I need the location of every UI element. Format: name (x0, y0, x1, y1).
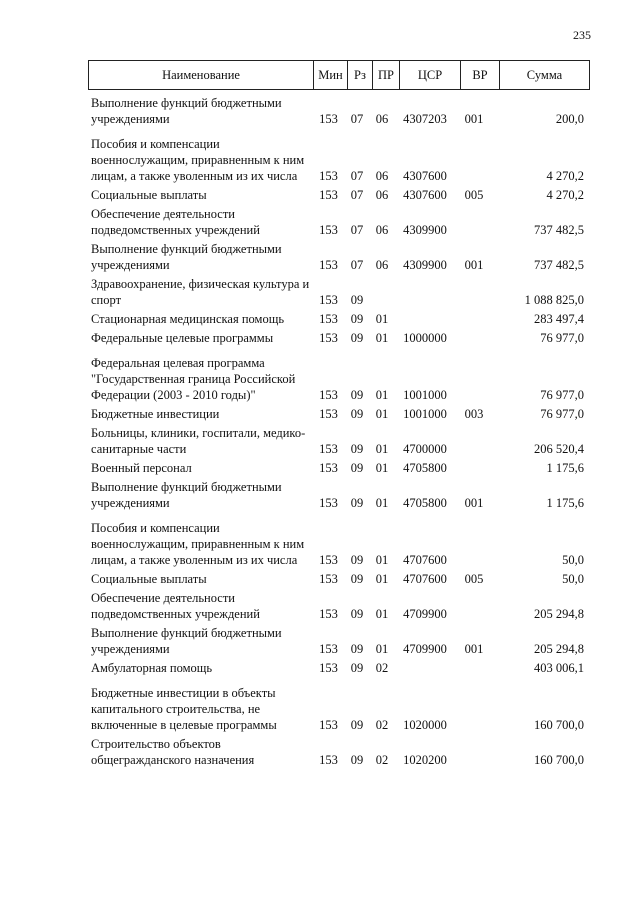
cell-csr: 4309900 (403, 258, 447, 272)
cell-sum: 1 088 825,0 (524, 293, 584, 307)
cell-min: 153 (319, 112, 338, 126)
cell-pr: 06 (375, 223, 389, 237)
cell-csr: 4709900 (403, 642, 447, 656)
cell-min: 153 (319, 718, 338, 732)
cell-name: Социальные выплаты (91, 572, 207, 586)
cell-rz: 09 (350, 607, 364, 621)
cell-name: Обеспечение деятельности подведомственных учреждений (91, 591, 260, 621)
table-row (88, 460, 598, 476)
cell-min: 153 (319, 607, 338, 621)
cell-rz: 07 (350, 258, 364, 272)
header-rz: Рз (348, 61, 373, 90)
cell-name: Строительство объектов общегражданского назначения (91, 737, 255, 767)
cell-name: Амбулаторная помощь (91, 661, 213, 675)
cell-pr: 06 (375, 112, 389, 126)
table-row (88, 406, 598, 422)
cell-pr: 01 (375, 642, 389, 656)
cell-min: 153 (319, 188, 338, 202)
table-row (88, 425, 598, 457)
table-body (88, 95, 598, 771)
cell-sum: 403 006,1 (534, 661, 584, 675)
table-row (88, 276, 598, 308)
table-row (88, 311, 598, 327)
cell-csr: 4700000 (403, 442, 447, 456)
cell-sum: 50,0 (562, 553, 584, 567)
cell-csr: 1000000 (403, 331, 447, 345)
cell-csr: 4307203 (403, 112, 447, 126)
cell-pr: 01 (375, 388, 389, 402)
cell-sum: 160 700,0 (534, 718, 584, 732)
table-row (88, 660, 598, 676)
header-vr: ВР (461, 61, 500, 90)
cell-min: 153 (319, 496, 338, 510)
table-row (88, 520, 598, 568)
cell-sum: 50,0 (562, 572, 584, 586)
table-row (88, 736, 598, 768)
cell-min: 153 (319, 753, 338, 767)
table-header (88, 60, 590, 90)
cell-min: 153 (319, 258, 338, 272)
cell-rz: 09 (350, 442, 364, 456)
cell-csr: 4307600 (403, 188, 447, 202)
cell-min: 153 (319, 293, 338, 307)
cell-rz: 09 (350, 407, 364, 421)
cell-csr: 4705800 (403, 461, 447, 475)
cell-sum: 76 977,0 (540, 388, 584, 402)
cell-name: Военный персонал (91, 461, 192, 475)
cell-sum: 76 977,0 (540, 407, 584, 421)
header-min: Мин (314, 61, 348, 90)
cell-name: Бюджетные инвестиции в объекты капитального строительства, не включенные в целевые программы (91, 686, 277, 732)
cell-sum: 160 700,0 (534, 753, 584, 767)
cell-csr: 4307600 (403, 169, 447, 183)
cell-pr: 06 (375, 188, 389, 202)
cell-pr: 01 (375, 553, 389, 567)
cell-pr: 06 (375, 258, 389, 272)
header-sum: Сумма (500, 61, 590, 90)
cell-pr: 01 (375, 407, 389, 421)
cell-min: 153 (319, 331, 338, 345)
cell-name: Выполнение функций бюджетными учреждениями (91, 480, 282, 510)
cell-rz: 09 (350, 461, 364, 475)
cell-pr: 02 (375, 661, 389, 675)
cell-csr: 1020200 (403, 753, 447, 767)
cell-name: Федеральная целевая программа "Государственная граница Российской Федерации (2003 - 2010 годы)" (91, 356, 296, 402)
cell-pr: 06 (375, 169, 389, 183)
cell-name: Обеспечение деятельности подведомственных учреждений (91, 207, 260, 237)
cell-pr: 01 (375, 442, 389, 456)
cell-rz: 07 (350, 188, 364, 202)
table-row (88, 571, 598, 587)
cell-rz: 09 (350, 553, 364, 567)
table-row (88, 187, 598, 203)
cell-min: 153 (319, 169, 338, 183)
cell-min: 153 (319, 661, 338, 675)
cell-pr: 01 (375, 312, 389, 326)
cell-vr: 001 (464, 112, 484, 126)
cell-vr: 003 (464, 407, 484, 421)
cell-name: Выполнение функций бюджетными учреждениями (91, 626, 282, 656)
cell-rz: 09 (350, 753, 364, 767)
cell-sum: 76 977,0 (540, 331, 584, 345)
cell-pr: 01 (375, 572, 389, 586)
cell-name: Выполнение функций бюджетными учреждениями (91, 242, 282, 272)
cell-min: 153 (319, 407, 338, 421)
cell-vr: 001 (464, 258, 484, 272)
cell-csr: 4707600 (403, 553, 447, 567)
cell-min: 153 (319, 442, 338, 456)
cell-name: Социальные выплаты (91, 188, 207, 202)
cell-vr: 005 (464, 572, 484, 586)
cell-sum: 737 482,5 (534, 258, 584, 272)
header-name: Наименование (89, 61, 314, 90)
table-row (88, 479, 598, 511)
table-row (88, 330, 598, 346)
cell-vr: 001 (464, 642, 484, 656)
cell-name: Больницы, клиники, госпитали, медико-санитарные части (91, 426, 306, 456)
cell-sum: 205 294,8 (534, 642, 584, 656)
table-row (88, 590, 598, 622)
cell-csr: 4709900 (403, 607, 447, 621)
cell-sum: 4 270,2 (546, 188, 584, 202)
cell-pr: 01 (375, 461, 389, 475)
header-pr: ПР (373, 61, 400, 90)
cell-min: 153 (319, 553, 338, 567)
cell-sum: 205 294,8 (534, 607, 584, 621)
cell-rz: 09 (350, 388, 364, 402)
cell-csr: 1001000 (403, 407, 447, 421)
cell-rz: 09 (350, 661, 364, 675)
cell-csr: 4705800 (403, 496, 447, 510)
cell-name: Бюджетные инвестиции (91, 407, 220, 421)
table-row (88, 95, 598, 127)
cell-name: Стационарная медицинская помощь (91, 312, 285, 326)
cell-rz: 07 (350, 223, 364, 237)
cell-min: 153 (319, 223, 338, 237)
cell-min: 153 (319, 312, 338, 326)
table-row (88, 355, 598, 403)
page-number: 235 (573, 28, 591, 42)
cell-sum: 206 520,4 (534, 442, 584, 456)
cell-min: 153 (319, 572, 338, 586)
cell-pr: 02 (375, 718, 389, 732)
cell-csr: 4707600 (403, 572, 447, 586)
cell-sum: 200,0 (555, 112, 584, 126)
cell-sum: 737 482,5 (534, 223, 584, 237)
cell-sum: 1 175,6 (546, 496, 584, 510)
table-row (88, 625, 598, 657)
cell-name: Выполнение функций бюджетными учреждениями (91, 96, 282, 126)
cell-pr: 02 (375, 753, 389, 767)
table-row (88, 685, 598, 733)
header-csr: ЦСР (400, 61, 461, 90)
cell-rz: 09 (350, 572, 364, 586)
cell-csr: 4309900 (403, 223, 447, 237)
cell-rz: 09 (350, 293, 364, 307)
cell-vr: 001 (464, 496, 484, 510)
cell-name: Пособия и компенсации военнослужащим, приравненным к ним лицам, а также уволенным из их числа (91, 521, 305, 567)
cell-pr: 01 (375, 607, 389, 621)
cell-sum: 1 175,6 (546, 461, 584, 475)
cell-rz: 09 (350, 496, 364, 510)
cell-rz: 07 (350, 169, 364, 183)
cell-pr: 01 (375, 331, 389, 345)
cell-rz: 09 (350, 312, 364, 326)
table-row (88, 136, 598, 184)
cell-sum: 283 497,4 (534, 312, 584, 326)
cell-sum: 4 270,2 (546, 169, 584, 183)
cell-csr: 1020000 (403, 718, 447, 732)
cell-rz: 09 (350, 718, 364, 732)
cell-vr: 005 (464, 188, 484, 202)
cell-csr: 1001000 (403, 388, 447, 402)
cell-rz: 09 (350, 331, 364, 345)
cell-pr: 01 (375, 496, 389, 510)
cell-min: 153 (319, 642, 338, 656)
table-row (88, 241, 598, 273)
cell-min: 153 (319, 461, 338, 475)
cell-name: Здравоохранение, физическая культура и спорт (91, 277, 310, 307)
cell-rz: 09 (350, 642, 364, 656)
cell-min: 153 (319, 388, 338, 402)
table-row (88, 206, 598, 238)
cell-rz: 07 (350, 112, 364, 126)
cell-name: Федеральные целевые программы (91, 331, 274, 345)
cell-name: Пособия и компенсации военнослужащим, приравненным к ним лицам, а также уволенным из их числа (91, 137, 305, 183)
